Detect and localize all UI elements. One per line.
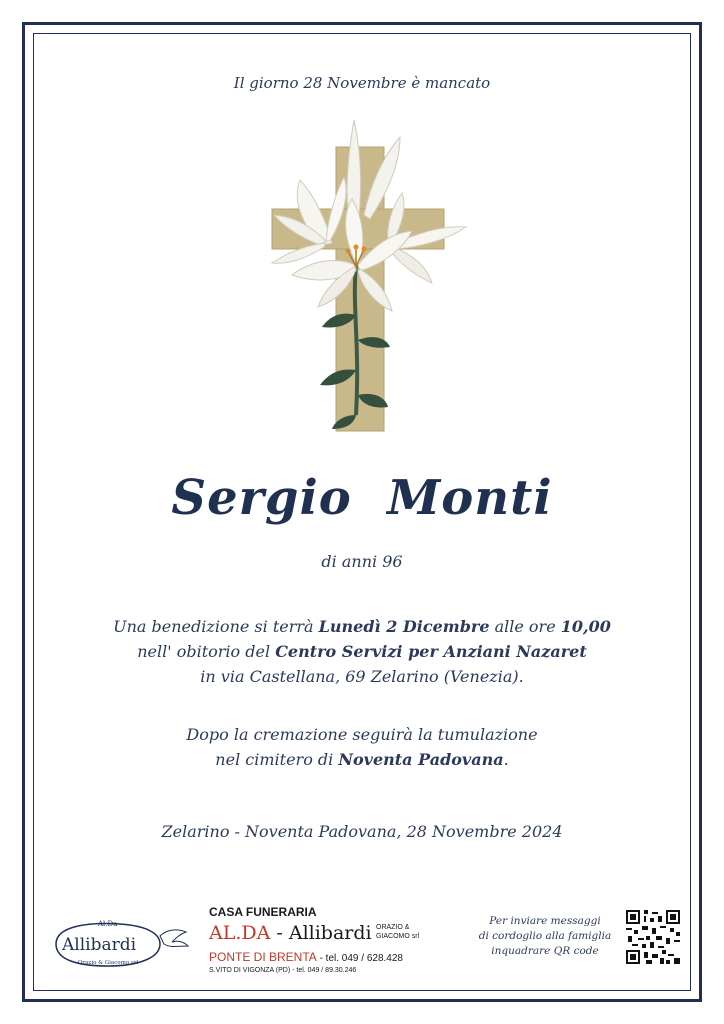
funeral-home-ponte [209, 950, 403, 964]
qr-code[interactable] [626, 910, 680, 964]
place-date: Zelarino - Noventa Padovana, 28 Novembre 2024 [161, 822, 563, 841]
funeral-home-vito: S.VITO DI VIGONZA (PD) - tel. 049 / 89.30.246 [209, 967, 357, 974]
qr-line-1: Per inviare messaggi [489, 915, 601, 927]
ceremony-date: Lunedì 2 Dicembre [318, 617, 490, 636]
deceased-name: Sergio Monti [171, 470, 553, 526]
funeral-home-title: CASA FUNERARIA [209, 905, 317, 919]
ceremony-line-2 [0, 639, 724, 664]
ceremony-text: nell' obitorio del [137, 642, 276, 661]
funeral-home-name-rest: - Allibardi [270, 922, 372, 944]
qr-instructions [470, 914, 620, 959]
logo-top-text: Al.Da [98, 920, 118, 928]
funeral-home-name [209, 922, 372, 944]
ceremony-time: 10,00 [560, 617, 611, 636]
age-line: di anni 96 [321, 552, 403, 571]
logo-sub-text: Orazio & Giacomo srl [78, 960, 139, 966]
burial-text: . [503, 750, 509, 769]
qr-line-3: inquadrare QR code [491, 945, 599, 957]
qr-line-2: di cordoglio alla famiglia [478, 930, 612, 942]
intro-line: Il giorno 28 Novembre è mancato [233, 74, 491, 92]
ceremony-line-1 [0, 614, 724, 639]
ponte-phone: - tel. 049 / 628.428 [316, 953, 403, 964]
ceremony-text: Una benedizione si terrà [113, 617, 319, 636]
burial-paragraph [0, 722, 724, 772]
ceremony-line-3: in via Castellana, 69 Zelarino (Venezia). [200, 667, 524, 686]
burial-line-2 [0, 747, 724, 772]
owners-line-1: ORAZIO & [376, 924, 410, 931]
burial-text: nel cimitero di [215, 750, 339, 769]
owners-line-2: GIACOMO srl [376, 933, 420, 940]
funeral-home-owners [376, 923, 419, 941]
cross-with-lilies-image [252, 115, 474, 435]
burial-place: Noventa Padovana [338, 750, 504, 769]
ponte-location: PONTE DI BRENTA [209, 950, 317, 964]
burial-line-1: Dopo la cremazione seguirà la tumulazione [186, 725, 538, 744]
ceremony-text: alle ore [489, 617, 561, 636]
funeral-home-logo [48, 918, 193, 970]
ceremony-paragraph [0, 614, 724, 689]
funeral-home-name-red: AL.DA [209, 922, 271, 944]
logo-name-text: Allibardi [62, 935, 137, 955]
ceremony-place: Centro Servizi per Anziani Nazaret [275, 642, 587, 661]
